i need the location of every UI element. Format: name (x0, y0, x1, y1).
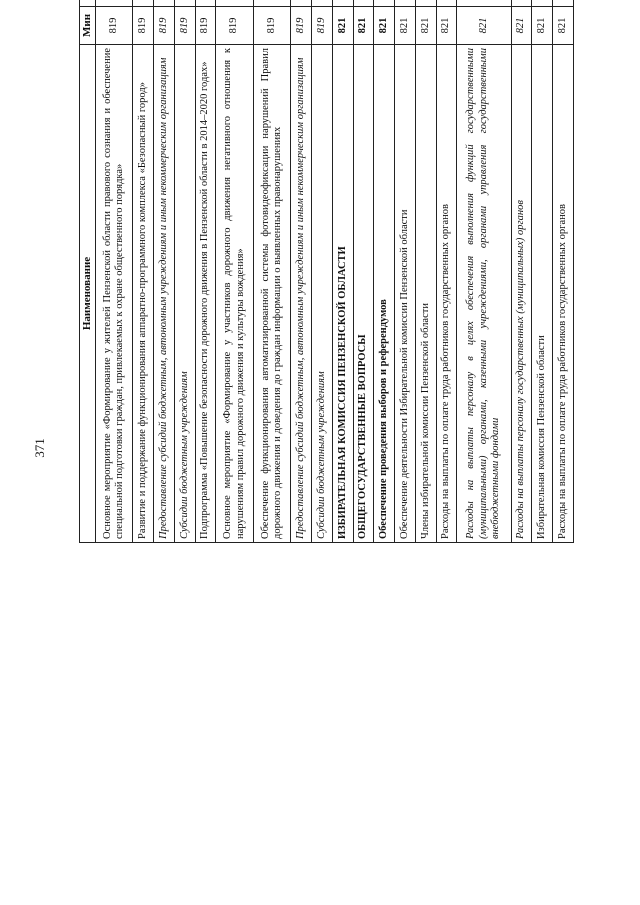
cell-rz (457, 0, 511, 7)
cell-rz (353, 0, 374, 7)
budget-table (79, 0, 574, 543)
cell-rz (532, 0, 553, 7)
cell-min: 819 (312, 7, 333, 45)
cell-min: 821 (332, 7, 353, 45)
cell-rz (291, 0, 312, 7)
cell-rz (415, 0, 436, 7)
cell-min: 821 (511, 7, 532, 45)
cell-name: Подпрограмма «Повышение безопасности дорожного движения в Пензенской области в 2014–2020 годах» (195, 45, 216, 543)
cell-rz (374, 0, 395, 7)
cell-rz (511, 0, 532, 7)
header-name: Наименование (80, 45, 96, 543)
cell-rz (154, 0, 175, 7)
cell-name: Расходы на выплаты персоналу государственных (муниципальных) органов (511, 45, 532, 543)
header-min: Мин (80, 7, 96, 45)
table-header-row (80, 0, 96, 543)
rotated-table-area (79, 13, 574, 896)
cell-rz (553, 0, 574, 7)
table-row (332, 0, 353, 543)
cell-name: Избирательная комиссия Пензенской области (532, 45, 553, 543)
cell-name: Предоставление субсидий бюджетным, автономным учреждениям и иным некоммерческим организациям (154, 45, 175, 543)
cell-min: 821 (532, 7, 553, 45)
page-number: 371 (32, 438, 47, 458)
table-row (195, 0, 216, 543)
table-row (174, 0, 195, 543)
cell-rz (133, 0, 154, 7)
cell-min: 821 (457, 7, 511, 45)
table-row (532, 0, 553, 543)
header-rz (80, 0, 96, 7)
table-row (395, 0, 416, 543)
cell-min: 819 (174, 7, 195, 45)
cell-min: 821 (415, 7, 436, 45)
cell-name: Расходы на выплаты персоналу в целях обеспечения выполнения функций государственными (муниципальными) органами, казенными учреждениями, органами управления государственными внебюджетными фондами (457, 45, 511, 543)
cell-rz (195, 0, 216, 7)
cell-rz (95, 0, 132, 7)
table-row (133, 0, 154, 543)
table-row (291, 0, 312, 543)
cell-min: 819 (291, 7, 312, 45)
cell-name: Обеспечение проведения выборов и референдумов (374, 45, 395, 543)
table-row (553, 0, 574, 543)
cell-name: Расходы на выплаты по оплате труда работников государственных органов (553, 45, 574, 543)
cell-rz (312, 0, 333, 7)
cell-name: Обеспечение деятельности Избирательной комиссии Пензенской области (395, 45, 416, 543)
cell-min: 819 (133, 7, 154, 45)
table-row (95, 0, 132, 543)
cell-min: 819 (95, 7, 132, 45)
cell-min: 819 (216, 7, 253, 45)
table-row (415, 0, 436, 543)
cell-min: 819 (195, 7, 216, 45)
cell-name: ИЗБИРАТЕЛЬНАЯ КОМИССИЯ ПЕНЗЕНСКОЙ ОБЛАСТИ (332, 45, 353, 543)
table-row (253, 0, 290, 543)
table-row (511, 0, 532, 543)
cell-name: Основное мероприятие «Формирование у жителей Пензенской области правового сознания и обеспечение специальной подготовки граждан, привлекаемых к охране общественного порядка» (95, 45, 132, 543)
table-row (312, 0, 333, 543)
cell-rz (332, 0, 353, 7)
table-row (374, 0, 395, 543)
cell-name: Члены избирательной комиссии Пензенской области (415, 45, 436, 543)
cell-rz (395, 0, 416, 7)
cell-min: 819 (154, 7, 175, 45)
cell-rz (216, 0, 253, 7)
cell-min: 821 (353, 7, 374, 45)
cell-min: 821 (374, 7, 395, 45)
cell-rz (174, 0, 195, 7)
cell-name: Субсидии бюджетным учреждениям (312, 45, 333, 543)
cell-rz (253, 0, 290, 7)
cell-min: 819 (253, 7, 290, 45)
table-row (154, 0, 175, 543)
table-row (457, 0, 511, 543)
cell-name: Обеспечение функционирования автоматизированной системы фотовидеофиксации нарушений Правил дорожного движения и доведения до граждан информации о выявленных правонарушениях (253, 45, 290, 543)
cell-name: Развитие и поддержание функционирования аппаратно-программного комплекса «Безопасный город» (133, 45, 154, 543)
cell-min: 821 (436, 7, 457, 45)
table-row (436, 0, 457, 543)
table-row (353, 0, 374, 543)
cell-name: Предоставление субсидий бюджетным, автономным учреждениям и иным некоммерческим организациям (291, 45, 312, 543)
cell-name: Расходы на выплаты по оплате труда работников государственных органов (436, 45, 457, 543)
table-row (216, 0, 253, 543)
cell-name: Основное мероприятие «Формирование у участников дорожного движения негативного отношения к нарушениям правил дорожного движения и культуры вождения» (216, 45, 253, 543)
cell-min: 821 (395, 7, 416, 45)
cell-min: 821 (553, 7, 574, 45)
cell-rz (436, 0, 457, 7)
cell-name: Субсидии бюджетным учреждениям (174, 45, 195, 543)
cell-name: ОБЩЕГОСУДАРСТВЕННЫЕ ВОПРОСЫ (353, 45, 374, 543)
